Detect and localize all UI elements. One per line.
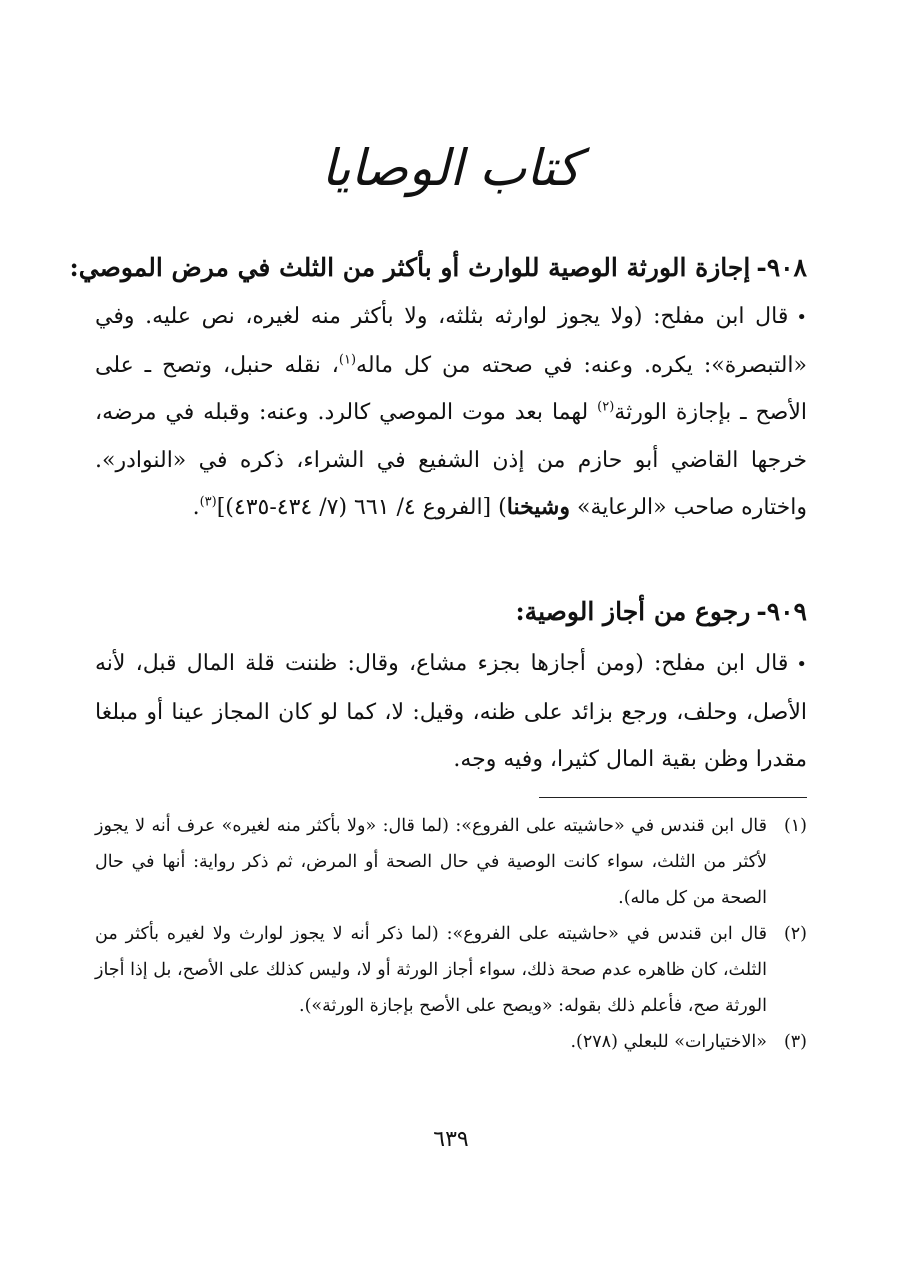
section-909-heading [95, 592, 807, 632]
section-908-number: ٩٠٨- [756, 253, 807, 282]
section-908-text-2: ، نقله حنبل، وتصح ـ على الأصح ـ بإجازة الورثة [95, 352, 807, 425]
section-908-heading [69, 248, 807, 288]
section-908-bold-text: وشيخنا [506, 494, 570, 520]
footnote-3 [95, 1024, 807, 1060]
section-908-text-5: . [192, 495, 200, 520]
section-908-body [95, 293, 807, 532]
footnote-3-number: (٣) [783, 1032, 807, 1052]
footnote-1 [95, 808, 807, 916]
section-909-number: ٩٠٩- [756, 597, 807, 626]
bullet-icon: • [796, 307, 807, 328]
section-908-text-3: لهما بعد موت الموصي كالرد. وعنه: وقبله في مرضه، خرجها القاضي أبو حازم من إذن الشفيع في الشراء، ذكره في «النوادر». واختاره صاحب «الرعاية» [95, 400, 807, 520]
footnote-2-text: قال ابن قندس في «حاشيته على الفروع»: (لما ذكر أنه لا يجوز لوارث ولا لغيره بأكثر من الثلث، كان ظاهره عدم صحة ذلك، سواء أجاز الورثة أو لا، وليس كذلك على الأصح، بل إذا أجاز الورثة صح، فأعلم ذلك بقوله: «ويصح على الأصح بإجازة الورثة»). [95, 924, 767, 1016]
footnote-ref-3[interactable]: (٣) [199, 494, 217, 510]
section-909-body [95, 640, 807, 784]
section-908-text-4: ) [الفروع ٤/ ٦٦١ (٧/ ٤٣٤-٤٣٥)] [216, 495, 507, 520]
bullet-icon: • [796, 654, 807, 675]
section-909-title: رجوع من أجاز الوصية: [515, 597, 751, 626]
section-908-text-1: قال ابن مفلح: (ولا يجوز لوارثه بثلثه، ولا بأكثر منه لغيره، نص عليه. وفي «التبصرة»: يكره. وعنه: في صحته من كل ماله [95, 304, 807, 378]
book-title: كتاب الوصايا [321, 139, 581, 197]
footnote-ref-2[interactable]: (٢) [597, 399, 615, 415]
footnote-2 [95, 916, 807, 1024]
footnote-2-number: (٢) [783, 924, 807, 944]
document-page [69, 0, 807, 1271]
footnote-1-text: قال ابن قندس في «حاشيته على الفروع»: (لما قال: «ولا بأكثر منه لغيره» عرف أنه لا يجوز لأكثر من الثلث، سواء كانت الوصية في حال الصحة أو المرض، ثم ذكر رواية: أنها في حال الصحة من كل ماله). [95, 816, 767, 908]
page-number: ٦٣٩ [433, 1127, 469, 1152]
footnote-1-number: (١) [783, 816, 807, 836]
footnote-3-text: «الاختيارات» للبعلي (٢٧٨). [570, 1032, 767, 1052]
footnotes [95, 808, 807, 1060]
section-909-text: قال ابن مفلح: (ومن أجازها بجزء مشاع، وقال: ظننت قلة المال قبل، لأنه الأصل، وحلف، ورجع بزائد على ظنه، وقيل: لا، كما لو كان المجاز عينا أو مبلغا مقدرا وظن بقية المال كثيرا، وفيه وجه. [95, 651, 807, 772]
section-908-title: إجازة الورثة الوصية للوارث أو بأكثر من الثلث في مرض الموصي: [69, 253, 751, 282]
footnote-divider [539, 797, 807, 798]
footnote-ref-1[interactable]: (١) [338, 352, 357, 368]
